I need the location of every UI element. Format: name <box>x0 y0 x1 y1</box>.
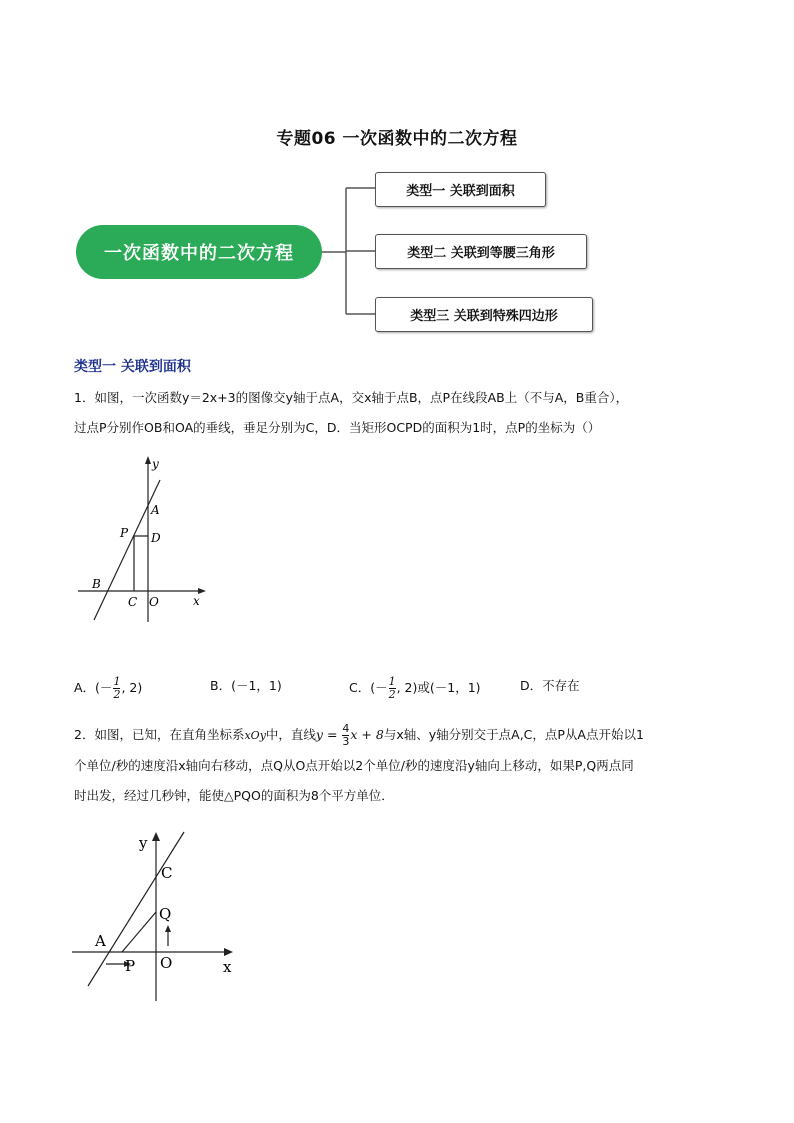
q2-label-Q: Q <box>159 905 172 923</box>
q1-label-D: D <box>151 531 161 545</box>
question-1 <box>74 383 734 443</box>
q1-rectangle <box>134 536 148 591</box>
q1-label-B: B <box>92 577 101 591</box>
q2-figure <box>68 826 248 1006</box>
mindmap-connectors <box>0 0 794 340</box>
q2-label-y: y <box>139 834 148 852</box>
q1-label-y: y <box>152 457 159 471</box>
q2-line-2: 个单位/秒的速度沿x轴向右移动，点Q从O点开始以2个单位/秒的速度沿y轴向上移动，如果P,Q两点同 <box>74 758 634 773</box>
q1-figure <box>70 450 220 630</box>
q2-label-x: x <box>223 958 232 976</box>
q2-label-C: C <box>161 864 173 882</box>
q1-label-P: P <box>120 526 129 540</box>
q1-option-d[interactable]: D．不存在 <box>520 678 580 693</box>
q2-segment-PQ <box>122 912 156 952</box>
q1-label-O: O <box>149 595 159 609</box>
q2-line-3: 时出发，经过几秒钟，能使△PQO的面积为8个平方单位． <box>74 788 394 803</box>
q2-label-A: A <box>95 932 106 950</box>
q1-label-C: C <box>128 595 138 609</box>
mindmap-branch-1: 类型一 关联到面积 <box>375 172 546 207</box>
question-2 <box>74 720 734 811</box>
section-heading: 类型一 关联到面积 <box>74 359 191 375</box>
q1-label-A: A <box>151 503 160 517</box>
q1-label-x: x <box>193 594 200 608</box>
q2-label-P: P <box>125 957 136 975</box>
q1-line-1: 1．如图，一次函数y＝2x+3的图像交y轴于点A，交x轴于点B，点P在线段AB上（不与A，B重合）， <box>74 390 629 405</box>
mindmap-branch-2: 类型二 关联到等腰三角形 <box>375 234 587 269</box>
page-title: 专题06 一次函数中的二次方程 <box>276 129 518 149</box>
mindmap-root: 一次函数中的二次方程 <box>76 225 322 279</box>
q1-option-c[interactable]: C．(－ $\frac{1}{2}$ , 2)或(－1，1) <box>349 675 481 701</box>
q2-line-1: 2．如图，已知，在直角坐标系xOy中，直线y = $\frac{4}{3}$ x + 8与x轴、y轴分别交于点A,C，点P从A点开始以1 <box>74 722 644 748</box>
q1-option-b[interactable]: B．(－1，1) <box>210 678 282 693</box>
q2-label-O: O <box>160 954 173 972</box>
q1-option-a[interactable]: A．(－ $\frac{1}{2}$ , 2) <box>74 675 143 701</box>
mindmap-branch-3: 类型三 关联到特殊四边形 <box>375 297 593 332</box>
q1-line-2: 过点P分别作OB和OA的垂线，垂足分别为C，D．当矩形OCPD的面积为1时，点P的坐标为（） <box>74 420 601 435</box>
